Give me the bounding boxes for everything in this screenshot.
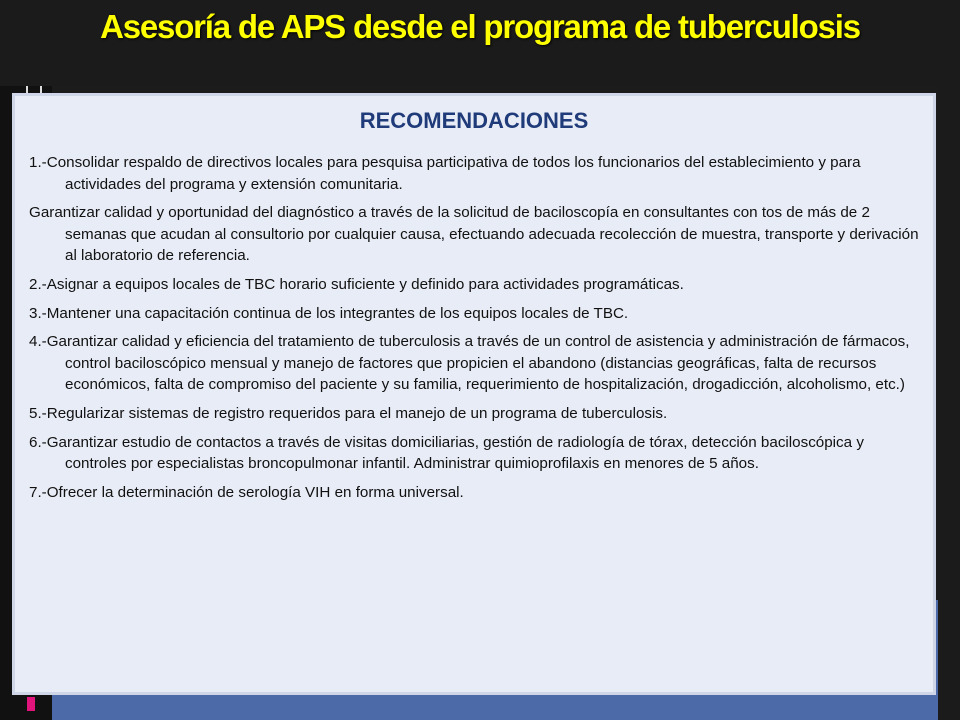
right-edge — [938, 86, 960, 720]
recommendations-heading: RECOMENDACIONES — [359, 108, 589, 133]
pink-marker — [27, 697, 35, 711]
recommendation-item: Garantizar calidad y oportunidad del diagnóstico a través de la solicitud de baciloscopía en consultantes con tos de más de 2 semanas que acudan al consultorio por cualquier causa, efectuando adecuada recolección de muestra, transporte y derivación al laboratorio de referencia. — [29, 204, 919, 265]
recommendations-list — [29, 152, 925, 510]
slide-title: Asesoría de APS desde el programa de tuberculosis — [100, 8, 860, 45]
recommendation-item: 1.-Consolidar respaldo de directivos locales para pesquisa participativa de todos los funcionarios del establecimiento y para actividades del programa y extensión comunitaria. — [29, 154, 861, 193]
recommendation-item: 6.-Garantizar estudio de contactos a través de visitas domiciliarias, gestión de radiología de tórax, detección baciloscópica y controles por especialistas broncopulmonar infantil. Administrar quimioprofilaxis en menores de 5 años. — [29, 433, 864, 473]
recommendation-item: 7.-Ofrecer la determinación de serología VIH en forma universal. — [29, 483, 464, 501]
recommendation-item: 5.-Regularizar sistemas de registro requeridos para el manejo de un programa de tuberculosis. — [29, 404, 668, 422]
recommendations-box — [12, 93, 936, 695]
recommendation-item: 4.-Garantizar calidad y eficiencia del tratamiento de tuberculosis a través de un control de asistencia y administración de fármacos, control baciloscópico mensual y manejo de factores que propicien el abandono (distancias geográficas, falta de recursos económicos, falta de compromiso del paciente y su familia, requerimiento de hospitalización, drogadicción, alcoholismo, etc.) — [29, 333, 910, 394]
recommendation-item: 3.-Mantener una capacitación continua de los integrantes de los equipos locales de TBC. — [29, 304, 629, 322]
slide-header — [0, 0, 960, 86]
recommendation-item: 2.-Asignar a equipos locales de TBC horario suficiente y definido para actividades programáticas. — [29, 275, 684, 293]
